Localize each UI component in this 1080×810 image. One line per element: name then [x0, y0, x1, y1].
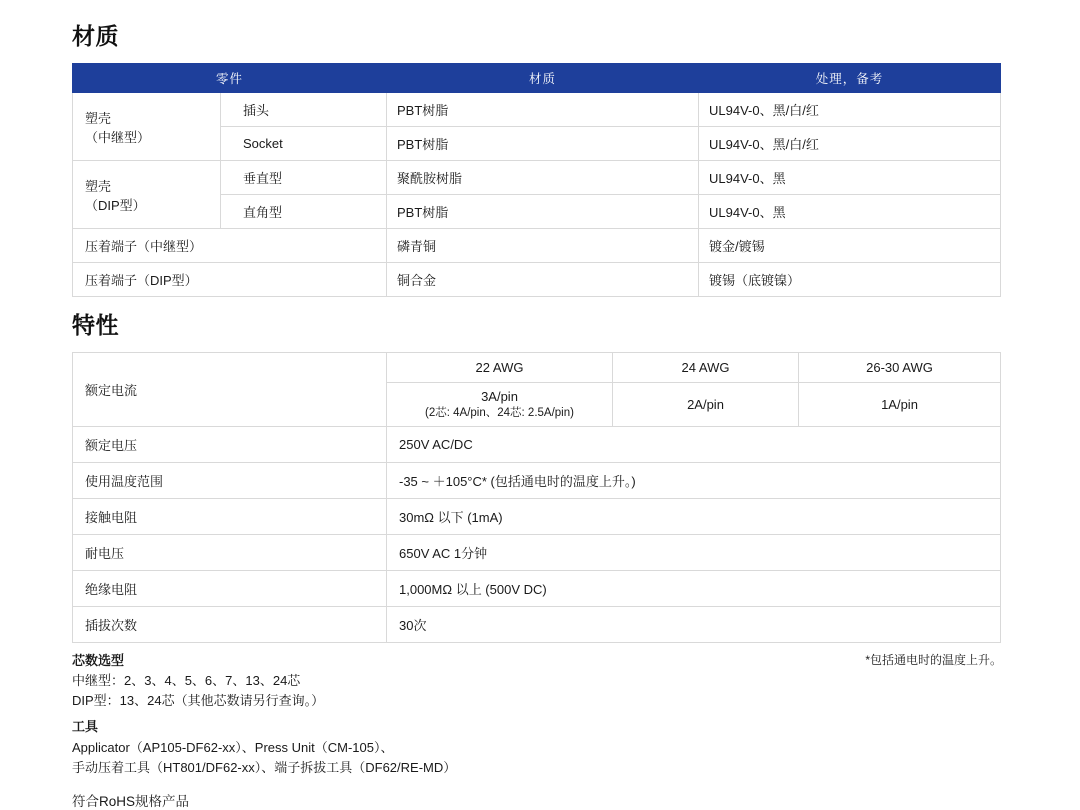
- table-row: [73, 161, 1001, 195]
- materials-material-3: PBT树脂: [387, 195, 699, 229]
- char-label-3: 耐电压: [73, 535, 387, 571]
- table-row: [73, 499, 1001, 535]
- materials-material-2: 聚酰胺树脂: [387, 161, 699, 195]
- table-row: [73, 571, 1001, 607]
- materials-header-part: 零件: [73, 64, 387, 93]
- awg-value-22: [387, 383, 613, 427]
- char-value-5: 30次: [387, 607, 1001, 643]
- materials-material-4: 磷青铜: [387, 229, 699, 263]
- materials-group-dip: [73, 161, 221, 229]
- char-value-3: 650V AC 1分钟: [387, 535, 1001, 571]
- materials-material-0: PBT树脂: [387, 93, 699, 127]
- rohs-statement: 符合RoHS规格产品: [72, 793, 190, 809]
- materials-group-relay-line2: （中继型）: [85, 129, 151, 145]
- materials-sub-socket: Socket: [221, 127, 387, 161]
- table-row: [73, 463, 1001, 499]
- materials-material-5: 铜合金: [387, 263, 699, 297]
- materials-treatment-4: 镀金/镀锡: [699, 229, 1001, 263]
- pin-count-line-relay: 中继型：2、3、4、5、6、7、13、24芯: [72, 673, 301, 689]
- char-label-5: 插拔次数: [73, 607, 387, 643]
- table-row: [73, 607, 1001, 643]
- tools-title: 工具: [72, 719, 99, 735]
- char-label-1: 使用温度范围: [73, 463, 387, 499]
- awg-value-26-30: 1A/pin: [799, 383, 1001, 427]
- awg-value-22-main: 3A/pin: [481, 389, 518, 404]
- materials-group-dip-line1: 塑壳: [85, 178, 112, 194]
- pin-count-line-dip: DIP型：13、24芯（其他芯数请另行查询。）: [72, 693, 325, 709]
- materials-treatment-5: 镀锡（底镀镍）: [699, 263, 1001, 297]
- materials-treatment-2: UL94V-0、黑: [699, 161, 1001, 195]
- awg-value-24: 2A/pin: [613, 383, 799, 427]
- awg-header-24: 24 AWG: [613, 353, 799, 383]
- characteristics-table: [72, 352, 1001, 643]
- materials-header-material: 材质: [387, 64, 699, 93]
- awg-value-22-note: (2芯: 4A/pin、24芯: 2.5A/pin): [425, 406, 574, 419]
- materials-material-1: PBT树脂: [387, 127, 699, 161]
- materials-sub-rightangle: 直角型: [221, 195, 387, 229]
- materials-sub-plug: 插头: [221, 93, 387, 127]
- materials-group-dip-line2: （DIP型）: [85, 197, 146, 213]
- char-value-2: 30mΩ 以下 (1mA): [387, 499, 1001, 535]
- char-label-0: 额定电压: [73, 427, 387, 463]
- tools-block: [72, 717, 1002, 777]
- char-value-0: 250V AC/DC: [387, 427, 1001, 463]
- table-row: [73, 93, 1001, 127]
- materials-sub-vertical: 垂直型: [221, 161, 387, 195]
- characteristics-section-title: 特性: [72, 312, 119, 338]
- materials-treatment-0: UL94V-0、黑/白/红: [699, 93, 1001, 127]
- materials-row-crimp-dip: 压着端子（DIP型）: [73, 263, 387, 297]
- materials-group-relay: [73, 93, 221, 161]
- materials-treatment-1: UL94V-0、黑/白/红: [699, 127, 1001, 161]
- materials-table-header-row: [73, 64, 1001, 93]
- char-label-4: 绝缘电阻: [73, 571, 387, 607]
- awg-header-22: 22 AWG: [387, 353, 613, 383]
- table-row: [73, 229, 1001, 263]
- char-label-2: 接触电阻: [73, 499, 387, 535]
- table-row: [73, 263, 1001, 297]
- pin-count-block: [72, 651, 1002, 711]
- materials-header-treatment: 处理，备考: [699, 64, 1001, 93]
- materials-group-relay-line1: 塑壳: [85, 110, 112, 126]
- char-value-4: 1,000MΩ 以上 (500V DC): [387, 571, 1001, 607]
- materials-table: [72, 63, 1001, 297]
- table-row: [73, 427, 1001, 463]
- materials-row-crimp-relay: 压着端子（中继型）: [73, 229, 387, 263]
- rated-current-label: 额定电流: [73, 353, 387, 427]
- materials-section-title: 材质: [72, 23, 119, 49]
- pin-count-title: 芯数选型: [72, 653, 125, 669]
- notes-section: [72, 651, 1002, 810]
- char-value-1: -35 ~ ＋105°C* (包括通电时的温度上升。): [387, 463, 1001, 499]
- materials-treatment-3: UL94V-0、黑: [699, 195, 1001, 229]
- table-row: [73, 353, 1001, 383]
- table-row: [73, 535, 1001, 571]
- temperature-footnote: *包括通电时的温度上升。: [865, 653, 1002, 668]
- awg-header-26-30: 26-30 AWG: [799, 353, 1001, 383]
- tools-line-2: 手动压着工具（HT801/DF62-xx）、端子拆拔工具（DF62/RE-MD）: [72, 759, 457, 775]
- tools-line-1: Applicator（AP105-DF62-xx）、Press Unit（CM-105）、: [72, 739, 394, 755]
